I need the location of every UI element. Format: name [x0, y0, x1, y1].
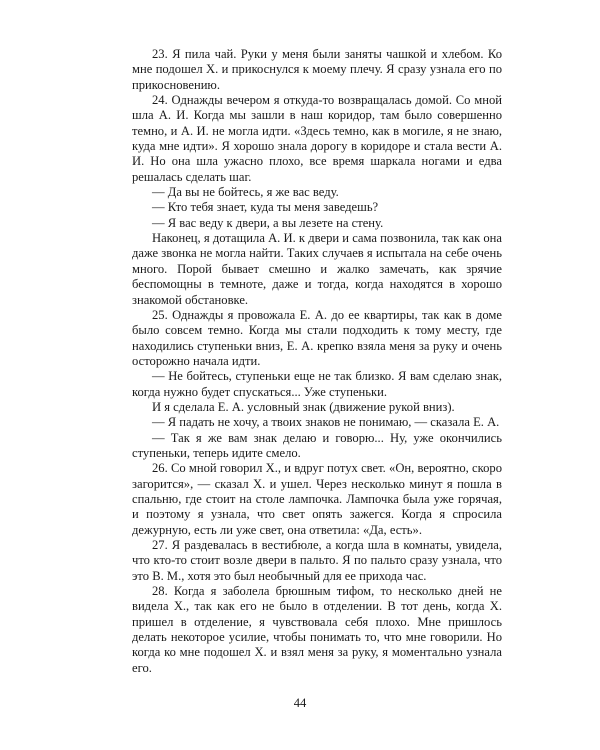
paragraph-23: 23. Я пила чай. Руки у меня были заняты чашкой и хлебом. Ко мне подошел Х. и прикоснулся к моему плечу. Я сразу узнала его по прикосновению.: [132, 47, 502, 92]
dialogue-line: — Да вы не бойтесь, я же вас веду.: [152, 185, 339, 200]
paragraph-26: 26. Со мной говорил Х., и вдруг потух свет. «Он, вероятно, скоро загорится», — сказал Х. и ушел. Через несколько минут я пошла в спальню, где стоит на столе лампочка. Лампочка была уже горячая, и поэтому я узнала, что свет опять зажегся. Когда я спросила дежурную, есть ли уже свет, она ответила: «Да, есть».: [132, 461, 502, 537]
paragraph-24-conclusion: Наконец, я дотащила А. И. к двери и сама позвонила, так как она даже звонка не могла найти. Таких случаев я испытала на себе очень много. Порой бывает смешно и жалко замечать, как зрячие беспомощны в темноте, даже и тогда, когда находятся в хорошо знакомой обстановке.: [132, 231, 502, 307]
dialogue-line: — Я вас веду к двери, а вы лезете на стену.: [152, 215, 384, 230]
paragraph-25: 25. Однажды я провожала Е. А. до ее квартиры, так как в доме было совсем темно. Когда мы стали подходить к тому месту, где находились ступеньки вниз, Е. А. крепко взяла меня за руку и очень осторожно начала идти.: [132, 307, 502, 368]
page-number: 44: [293, 696, 307, 710]
narration-line: И я сделала Е. А. условный знак (движение рукой вниз).: [152, 399, 455, 414]
dialogue-line: — Так я же вам знак делаю и говорю... Ну, уже окончились ступеньки, теперь идите смело.: [132, 430, 502, 460]
dialogue-line: — Кто тебя знает, куда ты меня заведешь?: [152, 200, 379, 215]
dialogue-line: — Не бойтесь, ступеньки еще не так близко. Я вам сделаю знак, когда нужно будет спускаться... Уже ступеньки.: [132, 369, 502, 399]
paragraph-28: 28. Когда я заболела брюшным тифом, то несколько дней не видела Х., так как его не было в отделении. В тот день, когда Х. пришел в отделение, я чувствовала себя плохо. Мне пришлось делать некоторое усилие, чтобы понимать то, что мне говорили. Но когда ко мне подошел Х. и взял меня за руку, я моментально узнала его.: [132, 584, 502, 675]
dialogue-line: — Я падать не хочу, а твоих знаков не понимаю, — сказала Е. А.: [152, 415, 500, 430]
body-text: [132, 47, 502, 676]
paragraph-27: 27. Я раздевалась в вестибюле, а когда шла в комнаты, увидела, что кто-то стоит возле двери в пальто. Я по пальто сразу узнала, что это В. М., хотя это был необычный для ее прихода час.: [132, 538, 502, 583]
paragraph-24: 24. Однажды вечером я откуда-то возвращалась домой. Со мной шла А. И. Когда мы зашли в наш коридор, там было совершенно темно, и А. И. не могла идти. «Здесь темно, как в могиле, я не знаю, куда мне идти». Я хорошо знала дорогу в коридоре и стала вести А. И. Но она шла ужасно плохо, все время шаркала ногами и едва решалась сделать шаг.: [132, 93, 502, 184]
